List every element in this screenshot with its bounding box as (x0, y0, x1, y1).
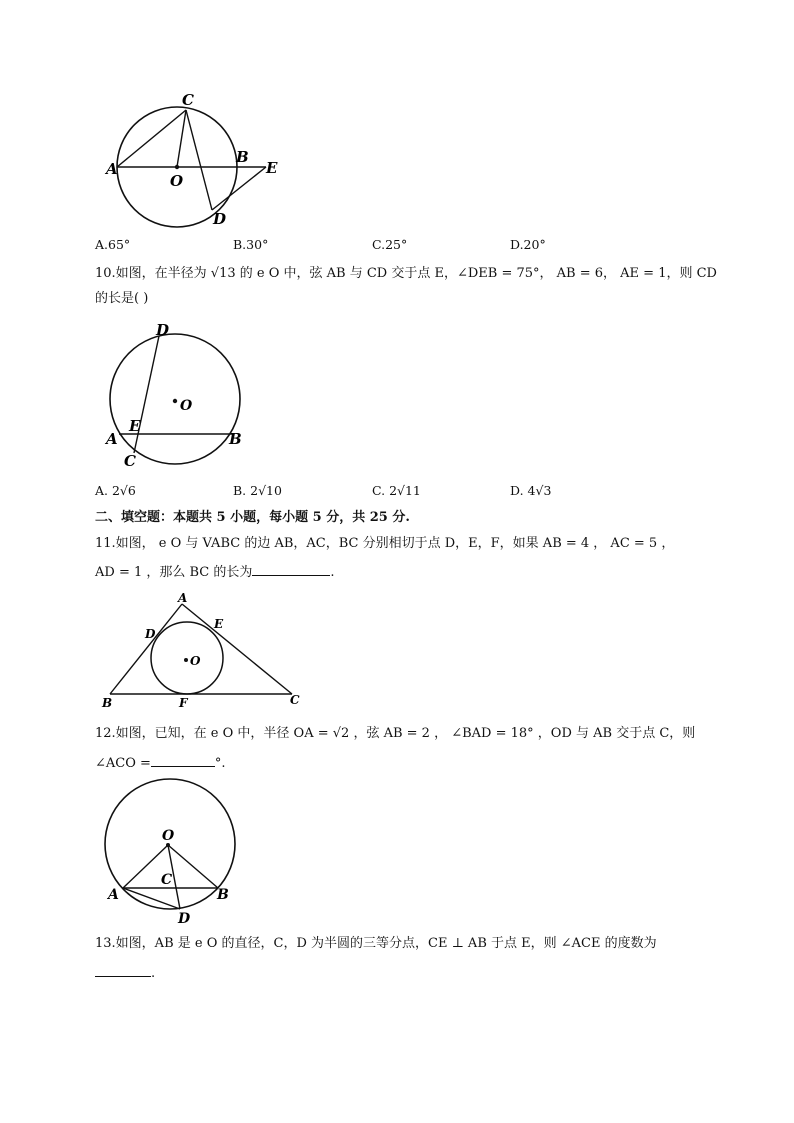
q12-label-D: D (178, 911, 191, 927)
q9-line-OC (177, 110, 186, 167)
q12-label-A: A (108, 887, 119, 903)
q10-option-a: A. 2√6 (95, 483, 136, 498)
q11-label-F: F (179, 696, 188, 710)
q11-answer-blank[interactable] (252, 563, 330, 576)
q11-side-AB (110, 604, 182, 694)
q10-center-dot (173, 399, 177, 403)
q10-option-c: C. 2√11 (372, 483, 421, 498)
q13-stem-line2 (95, 964, 155, 983)
q11-label-A: A (178, 591, 188, 605)
q10-option-d: D. 4√3 (510, 483, 552, 498)
q9-option-c: C.25° (372, 237, 408, 252)
q9-label-A: A (106, 160, 118, 178)
q10-figure (100, 320, 260, 470)
q9-chord-CD (186, 110, 212, 210)
q12-label-O: O (162, 828, 175, 844)
q9-label-C: C (182, 91, 194, 109)
q11-stem-end: . (330, 565, 335, 580)
q9-chord-AC (117, 110, 186, 167)
q10-label-C: C (124, 452, 136, 470)
q9-label-B: B (236, 148, 249, 166)
q10-label-B: B (229, 430, 242, 448)
q10-chord-CD (134, 336, 159, 453)
q9-label-D: D (213, 210, 227, 228)
q11-figure (98, 590, 308, 712)
q9-center-dot (175, 165, 179, 169)
q11-label-O: O (190, 654, 201, 668)
q10-label-E: E (129, 417, 141, 435)
q9-option-a: A.65° (95, 237, 131, 252)
q12-stem-line1: 12.如图，已知，在 e O 中，半径 OA = √2 ，弦 AB = 2 ， ∠BAD = 18° ，OD 与 AB 交于点 C，则 (95, 726, 696, 741)
q12-stem-line2 (95, 754, 226, 773)
q9-tangent-DE (212, 167, 266, 210)
q12-label-C: C (161, 872, 173, 888)
q10-label-A: A (106, 430, 118, 448)
q11-side-AC (182, 604, 292, 694)
q12-answer-blank[interactable] (151, 754, 215, 767)
q9-label-E: E (266, 159, 278, 177)
q12-label-B: B (217, 887, 229, 903)
q9-figure (100, 90, 290, 230)
q9-label-O: O (170, 172, 184, 190)
q11-label-B: B (102, 696, 113, 710)
q11-incircle (151, 622, 223, 694)
q10-option-b: B. 2√10 (233, 483, 282, 498)
q9-option-b: B.30° (233, 237, 269, 252)
q11-center-dot (184, 658, 188, 662)
q11-label-C: C (290, 693, 300, 707)
q12-stem-end: °. (214, 756, 226, 771)
q13-stem-line1: 13.如图，AB 是 e O 的直径，C，D 为半圆的三等分点，CE ⊥ AB 于点 E，则 ∠ACE 的度数为 (95, 936, 657, 951)
q10-label-O: O (180, 398, 193, 414)
q12-stem-text: ∠ACO = (95, 756, 151, 771)
q11-label-E: E (214, 617, 224, 631)
q11-label-D: D (145, 627, 156, 641)
q11-stem-line2 (95, 563, 335, 582)
q10-stem-line2: 的长是( ) (95, 291, 149, 306)
q12-circle (105, 779, 235, 909)
section-2-title: 二、填空题：本题共 5 小题，每小题 5 分，共 25 分. (95, 510, 410, 525)
q10-label-D: D (156, 321, 170, 339)
q13-stem-end: . (151, 966, 156, 981)
q9-option-d: D.20° (510, 237, 546, 252)
q10-stem-line1: 10.如图，在半径为 √13 的 e O 中，弦 AB 与 CD 交于点 E，∠DEB = 75°， AB = 6， AE = 1，则 CD (95, 266, 717, 281)
q12-figure (98, 778, 248, 928)
q11-stem-text: AD = 1 ，那么 BC 的长为 (95, 565, 253, 580)
q11-stem-line1: 11.如图， e O 与 VABC 的边 AB，AC，BC 分别相切于点 D，E，F，如果 AB = 4 ， AC = 5 ， (95, 536, 675, 551)
q13-answer-blank[interactable] (95, 964, 151, 977)
